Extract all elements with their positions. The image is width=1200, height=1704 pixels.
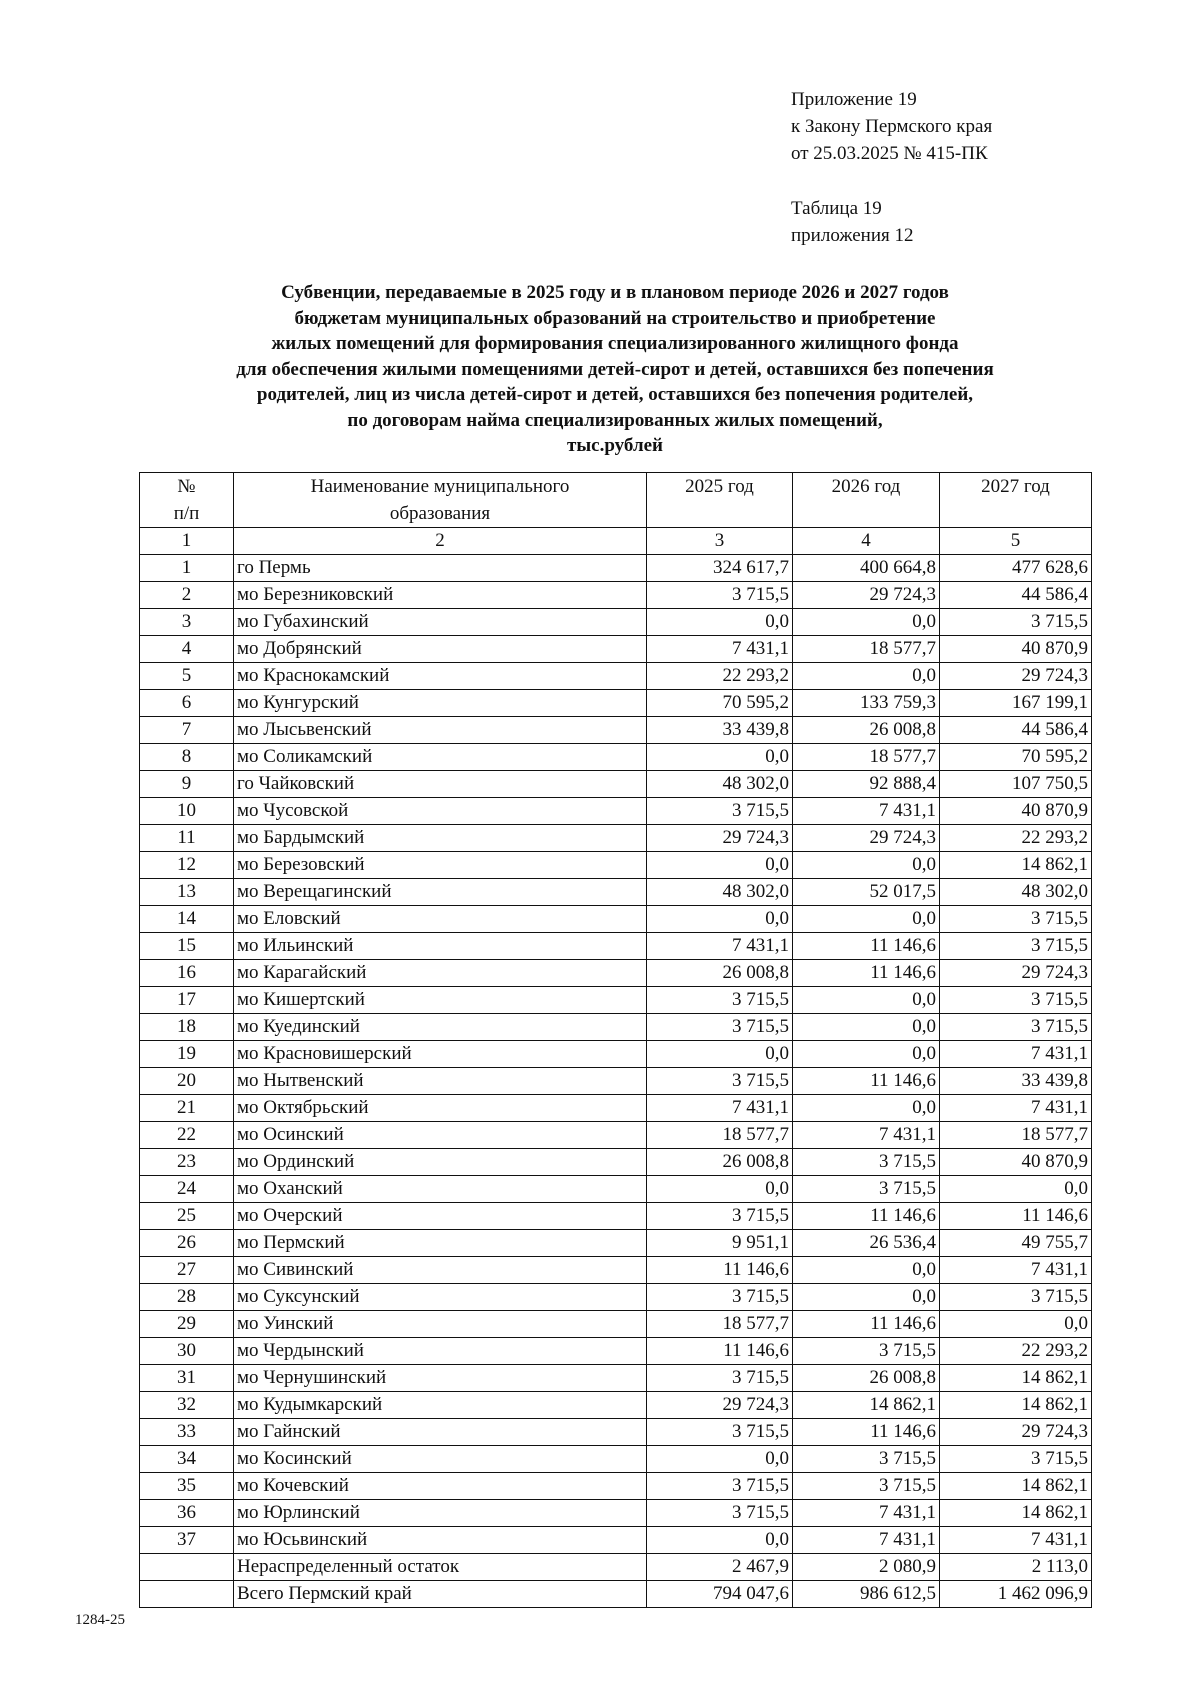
value-2025: 0,0 (647, 609, 793, 636)
value-2026: 0,0 (793, 609, 940, 636)
value-2027: 2 113,0 (940, 1554, 1092, 1581)
table-row (140, 1554, 1092, 1581)
table-row (140, 1419, 1092, 1446)
table-row (140, 1446, 1092, 1473)
value-2026: 11 146,6 (793, 1311, 940, 1338)
value-2027: 14 862,1 (940, 1392, 1092, 1419)
value-2025: 0,0 (647, 852, 793, 879)
row-number: 21 (140, 1095, 234, 1122)
value-2026: 400 664,8 (793, 555, 940, 582)
value-2027: 11 146,6 (940, 1203, 1092, 1230)
value-2025: 3 715,5 (647, 987, 793, 1014)
subventions-table (139, 472, 1092, 1608)
municipality-name: мо Красновишерский (234, 1041, 647, 1068)
table-row (140, 1473, 1092, 1500)
value-2026: 986 612,5 (793, 1581, 940, 1608)
row-number (140, 1581, 234, 1608)
table-row (140, 1581, 1092, 1608)
table-row (140, 1284, 1092, 1311)
table-row (140, 1149, 1092, 1176)
value-2026: 0,0 (793, 1041, 940, 1068)
value-2025: 0,0 (647, 1041, 793, 1068)
table-row (140, 879, 1092, 906)
row-number: 25 (140, 1203, 234, 1230)
municipality-name: мо Суксунский (234, 1284, 647, 1311)
municipality-name: мо Осинский (234, 1122, 647, 1149)
municipality-name: мо Оханский (234, 1176, 647, 1203)
value-2026: 7 431,1 (793, 1500, 940, 1527)
value-2025: 3 715,5 (647, 1284, 793, 1311)
row-number: 10 (140, 798, 234, 825)
table-row (140, 1365, 1092, 1392)
table-row (140, 852, 1092, 879)
value-2027: 22 293,2 (940, 1338, 1092, 1365)
value-2027: 3 715,5 (940, 609, 1092, 636)
value-2027: 18 577,7 (940, 1122, 1092, 1149)
value-2025: 7 431,1 (647, 933, 793, 960)
table-row (140, 609, 1092, 636)
table-row (140, 663, 1092, 690)
value-2027: 40 870,9 (940, 636, 1092, 663)
header-municipality-line1: Наименование муниципального (310, 476, 570, 497)
value-2025: 3 715,5 (647, 1473, 793, 1500)
value-2026: 3 715,5 (793, 1446, 940, 1473)
value-2027: 477 628,6 (940, 555, 1092, 582)
header-2026: 2026 год (793, 473, 940, 528)
value-2026: 11 146,6 (793, 1203, 940, 1230)
header-2027: 2027 год (940, 473, 1092, 528)
value-2025: 0,0 (647, 906, 793, 933)
municipality-name: мо Чердынский (234, 1338, 647, 1365)
column-number: 1 (140, 528, 234, 555)
table-row (140, 960, 1092, 987)
column-number: 2 (234, 528, 647, 555)
value-2025: 0,0 (647, 1446, 793, 1473)
value-2025: 22 293,2 (647, 663, 793, 690)
row-number: 30 (140, 1338, 234, 1365)
value-2027: 14 862,1 (940, 852, 1092, 879)
header-number-line1: № (177, 476, 196, 497)
municipality-name: мо Кудымкарский (234, 1392, 647, 1419)
value-2027: 3 715,5 (940, 1014, 1092, 1041)
law-date-number: от 25.03.2025 № 415-ПК (791, 143, 988, 164)
table-row (140, 1068, 1092, 1095)
row-number: 6 (140, 690, 234, 717)
value-2025: 3 715,5 (647, 798, 793, 825)
value-2025: 794 047,6 (647, 1581, 793, 1608)
value-2026: 18 577,7 (793, 744, 940, 771)
value-2026: 0,0 (793, 906, 940, 933)
value-2026: 7 431,1 (793, 1527, 940, 1554)
row-number: 17 (140, 987, 234, 1014)
value-2027: 14 862,1 (940, 1500, 1092, 1527)
title-line: Субвенции, передаваемые в 2025 году и в плановом периоде 2026 и 2027 годов (281, 282, 949, 303)
municipality-name: Всего Пермский край (234, 1581, 647, 1608)
value-2026: 2 080,9 (793, 1554, 940, 1581)
value-2027: 44 586,4 (940, 717, 1092, 744)
value-2027: 0,0 (940, 1176, 1092, 1203)
table-row (140, 690, 1092, 717)
table-row (140, 1500, 1092, 1527)
value-2027: 7 431,1 (940, 1527, 1092, 1554)
value-2025: 9 951,1 (647, 1230, 793, 1257)
value-2027: 3 715,5 (940, 933, 1092, 960)
row-number: 12 (140, 852, 234, 879)
table-row (140, 771, 1092, 798)
value-2027: 48 302,0 (940, 879, 1092, 906)
value-2025: 3 715,5 (647, 582, 793, 609)
row-number: 13 (140, 879, 234, 906)
table-row (140, 636, 1092, 663)
value-2025: 18 577,7 (647, 1311, 793, 1338)
value-2026: 0,0 (793, 1095, 940, 1122)
row-number: 18 (140, 1014, 234, 1041)
value-2025: 2 467,9 (647, 1554, 793, 1581)
title-line: бюджетам муниципальных образований на строительство и приобретение (294, 307, 936, 329)
table-row (140, 717, 1092, 744)
municipality-name: мо Октябрьский (234, 1095, 647, 1122)
municipality-name: мо Краснокамский (234, 663, 647, 690)
value-2025: 3 715,5 (647, 1365, 793, 1392)
value-2025: 3 715,5 (647, 1068, 793, 1095)
municipality-name: мо Уинский (234, 1311, 647, 1338)
row-number (140, 1554, 234, 1581)
value-2026: 14 862,1 (793, 1392, 940, 1419)
title-line: родителей, лиц из числа детей-сирот и детей, оставшихся без попечения родителей, (256, 384, 974, 405)
value-2026: 0,0 (793, 1257, 940, 1284)
unit-label: тыс.рублей (567, 435, 663, 456)
value-2026: 0,0 (793, 663, 940, 690)
value-2026: 3 715,5 (793, 1473, 940, 1500)
value-2027: 3 715,5 (940, 1284, 1092, 1311)
table-row (140, 825, 1092, 852)
municipality-name: мо Куединский (234, 1014, 647, 1041)
document-code: 1284-25 (75, 1612, 125, 1628)
appendix-reference (791, 86, 992, 249)
municipality-name: мо Губахинский (234, 609, 647, 636)
row-number: 1 (140, 555, 234, 582)
value-2027: 3 715,5 (940, 1446, 1092, 1473)
municipality-name: мо Березовский (234, 852, 647, 879)
municipality-name: мо Карагайский (234, 960, 647, 987)
column-number: 3 (647, 528, 793, 555)
table-row (140, 582, 1092, 609)
value-2027: 33 439,8 (940, 1068, 1092, 1095)
value-2027: 49 755,7 (940, 1230, 1092, 1257)
value-2026: 29 724,3 (793, 825, 940, 852)
value-2027: 29 724,3 (940, 1419, 1092, 1446)
value-2026: 11 146,6 (793, 960, 940, 987)
value-2026: 0,0 (793, 1014, 940, 1041)
value-2026: 3 715,5 (793, 1176, 940, 1203)
municipality-name: мо Еловский (234, 906, 647, 933)
municipality-name: мо Соликамский (234, 744, 647, 771)
row-number: 7 (140, 717, 234, 744)
value-2026: 26 008,8 (793, 1365, 940, 1392)
municipality-name: мо Добрянский (234, 636, 647, 663)
municipality-name: мо Кочевский (234, 1473, 647, 1500)
value-2025: 7 431,1 (647, 636, 793, 663)
municipality-name: мо Сивинский (234, 1257, 647, 1284)
table-row (140, 1122, 1092, 1149)
value-2026: 7 431,1 (793, 1122, 940, 1149)
municipality-name: мо Очерский (234, 1203, 647, 1230)
row-number: 35 (140, 1473, 234, 1500)
row-number: 36 (140, 1500, 234, 1527)
value-2026: 52 017,5 (793, 879, 940, 906)
value-2026: 92 888,4 (793, 771, 940, 798)
row-number: 37 (140, 1527, 234, 1554)
table-row (140, 555, 1092, 582)
law-reference: к Закону Пермского края (791, 116, 993, 137)
header-municipality (234, 473, 647, 528)
value-2025: 70 595,2 (647, 690, 793, 717)
row-number: 34 (140, 1446, 234, 1473)
value-2026: 11 146,6 (793, 1068, 940, 1095)
row-number: 29 (140, 1311, 234, 1338)
value-2025: 0,0 (647, 1527, 793, 1554)
row-number: 22 (140, 1122, 234, 1149)
row-number: 20 (140, 1068, 234, 1095)
municipality-name: мо Чусовской (234, 798, 647, 825)
value-2027: 70 595,2 (940, 744, 1092, 771)
value-2025: 11 146,6 (647, 1338, 793, 1365)
row-number: 8 (140, 744, 234, 771)
table-row (140, 1527, 1092, 1554)
value-2027: 14 862,1 (940, 1365, 1092, 1392)
value-2026: 26 536,4 (793, 1230, 940, 1257)
table-row (140, 1014, 1092, 1041)
municipality-name: мо Юрлинский (234, 1500, 647, 1527)
table-row (140, 1176, 1092, 1203)
value-2026: 11 146,6 (793, 933, 940, 960)
table-row (140, 1041, 1092, 1068)
municipality-name: мо Ильинский (234, 933, 647, 960)
municipality-name: мо Кунгурский (234, 690, 647, 717)
row-number: 32 (140, 1392, 234, 1419)
header-number-line2: п/п (173, 503, 200, 524)
row-number: 24 (140, 1176, 234, 1203)
value-2025: 0,0 (647, 1176, 793, 1203)
municipality-name: мо Юсьвинский (234, 1527, 647, 1554)
value-2025: 3 715,5 (647, 1419, 793, 1446)
value-2027: 7 431,1 (940, 1041, 1092, 1068)
municipality-name: мо Гайнский (234, 1419, 647, 1446)
municipality-name: мо Чернушинский (234, 1365, 647, 1392)
value-2027: 29 724,3 (940, 960, 1092, 987)
municipality-name: мо Пермский (234, 1230, 647, 1257)
value-2027: 40 870,9 (940, 798, 1092, 825)
table-number: Таблица 19 (791, 198, 882, 219)
value-2026: 29 724,3 (793, 582, 940, 609)
value-2025: 29 724,3 (647, 1392, 793, 1419)
value-2026: 133 759,3 (793, 690, 940, 717)
header-municipality-line2: образования (389, 503, 491, 524)
value-2025: 18 577,7 (647, 1122, 793, 1149)
row-number: 11 (140, 825, 234, 852)
row-number: 31 (140, 1365, 234, 1392)
row-number: 19 (140, 1041, 234, 1068)
value-2025: 26 008,8 (647, 1149, 793, 1176)
value-2026: 0,0 (793, 1284, 940, 1311)
value-2026: 0,0 (793, 987, 940, 1014)
table-row (140, 1311, 1092, 1338)
row-number: 15 (140, 933, 234, 960)
column-number-row (140, 528, 1092, 555)
row-number: 23 (140, 1149, 234, 1176)
value-2027: 0,0 (940, 1311, 1092, 1338)
municipality-name: мо Лысьвенский (234, 717, 647, 744)
value-2026: 7 431,1 (793, 798, 940, 825)
appendix-number: Приложение 19 (791, 89, 917, 110)
row-number: 33 (140, 1419, 234, 1446)
table-row (140, 744, 1092, 771)
value-2027: 7 431,1 (940, 1095, 1092, 1122)
table-row (140, 1338, 1092, 1365)
table-row (140, 933, 1092, 960)
table-row (140, 1257, 1092, 1284)
table-row (140, 906, 1092, 933)
column-number: 5 (940, 528, 1092, 555)
title-line: жилых помещений для формирования специализированного жилищного фонда (271, 333, 959, 354)
title-line: для обеспечения жилыми помещениями детей-сирот и детей, оставшихся без попечения (236, 358, 994, 380)
table-row (140, 798, 1092, 825)
value-2025: 3 715,5 (647, 1203, 793, 1230)
value-2026: 3 715,5 (793, 1338, 940, 1365)
municipality-name: мо Нытвенский (234, 1068, 647, 1095)
value-2025: 26 008,8 (647, 960, 793, 987)
value-2025: 33 439,8 (647, 717, 793, 744)
table-row (140, 1230, 1092, 1257)
value-2026: 11 146,6 (793, 1419, 940, 1446)
row-number: 16 (140, 960, 234, 987)
value-2027: 29 724,3 (940, 663, 1092, 690)
value-2025: 7 431,1 (647, 1095, 793, 1122)
value-2025: 3 715,5 (647, 1500, 793, 1527)
value-2026: 0,0 (793, 852, 940, 879)
table-appendix-ref: приложения 12 (791, 225, 914, 246)
table-header-row (140, 473, 1092, 528)
value-2027: 22 293,2 (940, 825, 1092, 852)
value-2026: 18 577,7 (793, 636, 940, 663)
table-row (140, 1095, 1092, 1122)
value-2027: 7 431,1 (940, 1257, 1092, 1284)
value-2027: 44 586,4 (940, 582, 1092, 609)
value-2027: 107 750,5 (940, 771, 1092, 798)
row-number: 5 (140, 663, 234, 690)
value-2026: 3 715,5 (793, 1149, 940, 1176)
municipality-name: мо Кишертский (234, 987, 647, 1014)
municipality-name: го Чайковский (234, 771, 647, 798)
row-number: 3 (140, 609, 234, 636)
value-2027: 14 862,1 (940, 1473, 1092, 1500)
header-2025: 2025 год (647, 473, 793, 528)
value-2025: 48 302,0 (647, 879, 793, 906)
document-title (130, 280, 1100, 459)
value-2027: 3 715,5 (940, 987, 1092, 1014)
municipality-name: мо Ординский (234, 1149, 647, 1176)
municipality-name: мо Бардымский (234, 825, 647, 852)
municipality-name: Нераспределенный остаток (234, 1554, 647, 1581)
table-row (140, 1203, 1092, 1230)
value-2025: 11 146,6 (647, 1257, 793, 1284)
value-2027: 167 199,1 (940, 690, 1092, 717)
row-number: 26 (140, 1230, 234, 1257)
row-number: 27 (140, 1257, 234, 1284)
value-2027: 1 462 096,9 (940, 1581, 1092, 1608)
value-2025: 29 724,3 (647, 825, 793, 852)
row-number: 28 (140, 1284, 234, 1311)
municipality-name: мо Верещагинский (234, 879, 647, 906)
header-number (140, 473, 234, 528)
row-number: 2 (140, 582, 234, 609)
value-2026: 26 008,8 (793, 717, 940, 744)
value-2025: 48 302,0 (647, 771, 793, 798)
row-number: 4 (140, 636, 234, 663)
municipality-name: го Пермь (234, 555, 647, 582)
table-row (140, 1392, 1092, 1419)
municipality-name: мо Косинский (234, 1446, 647, 1473)
value-2025: 0,0 (647, 744, 793, 771)
value-2027: 40 870,9 (940, 1149, 1092, 1176)
value-2027: 3 715,5 (940, 906, 1092, 933)
title-line: по договорам найма специализированных жилых помещений, (347, 409, 883, 431)
municipality-name: мо Березниковский (234, 582, 647, 609)
value-2025: 3 715,5 (647, 1014, 793, 1041)
row-number: 14 (140, 906, 234, 933)
column-number: 4 (793, 528, 940, 555)
table-row (140, 987, 1092, 1014)
row-number: 9 (140, 771, 234, 798)
value-2025: 324 617,7 (647, 555, 793, 582)
